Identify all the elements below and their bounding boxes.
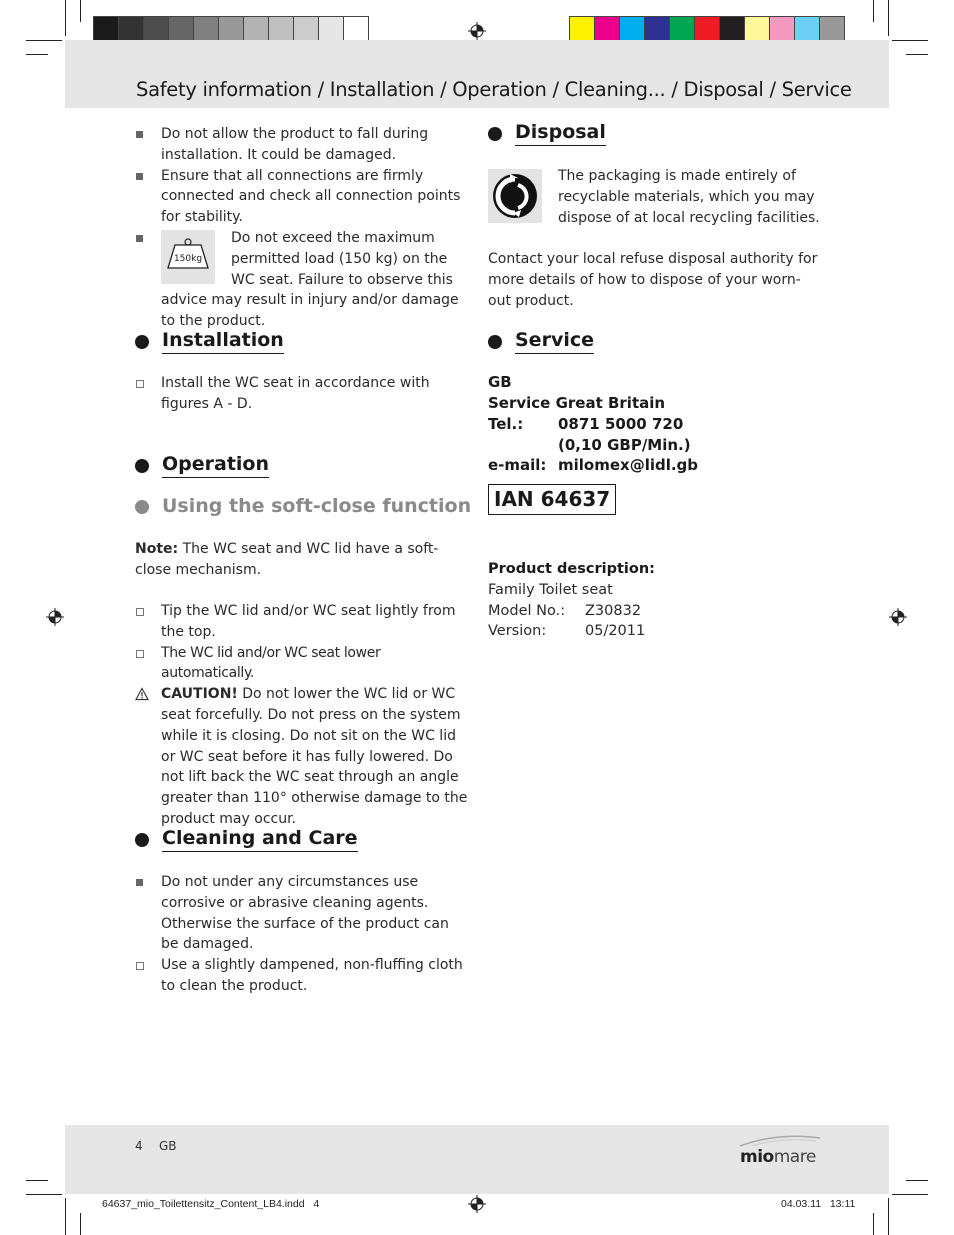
list-item: Do not allow the product to fall during installation. It could be damaged. [161,126,429,163]
model-value: Z30832 [585,603,642,619]
version-value: 05/2011 [585,623,646,639]
list-item: 150kg Do not exceed the maximum permitted load (150 kg) on the WC seat. Failure to observe this advice may result in injury and/or damage to the product. [161,229,459,330]
service-email-label: e-mail: [488,456,547,474]
crop-mark [80,1213,81,1235]
operation-heading: Operation [135,453,269,478]
service-tel-label: Tel.: [488,415,524,433]
crop-mark [906,1180,928,1181]
installation-list [135,373,469,415]
installation-heading: Installation [135,329,284,354]
service-tel-rate: (0,10 GBP/Min.) [558,436,691,454]
crop-mark [26,1180,48,1181]
weight-icon-label: 150kg [173,253,203,264]
service-heading: Service [488,329,594,354]
crop-mark [26,1194,62,1195]
logo-mare: mare [773,1147,816,1167]
list-item: Install the WC seat in accordance with figures A - D. [161,375,430,412]
slug-date: 04.03.11 13:11 [781,1198,856,1210]
logo-swoosh-icon [738,1134,822,1148]
page-title: Safety information / Installation / Operation / Cleaning... / Disposal / Service [136,78,852,101]
heading-bullet-icon [135,335,149,349]
logo-mio: mio [740,1147,774,1167]
page-number: 4 [135,1139,143,1153]
list-item: Do not under any circumstances use corrosive or abrasive cleaning agents. Otherwise the surface of the product can be damaged. [161,874,449,953]
ian-number: IAN 64637 [488,484,616,515]
soft-close-subheading: Using the soft-close function [135,495,471,519]
caution-item: CAUTION! Do not lower the WC lid or WC seat forcefully. Do not press on the system while it is closing. Do not sit on the WC lid or WC seat before it has fully lowered. Do not lift back the WC seat through an angle greater than 110° otherwise damage to the product may occur. [135,684,469,830]
crop-mark [888,1198,889,1235]
operation-list [135,601,469,830]
crop-mark [888,0,889,36]
list-item: Ensure that all connections are firmly connected and check all connection points for stability. [161,167,461,226]
service-email-value: milomex@lidl.gb [558,456,699,474]
crop-mark [26,40,62,41]
heading-bullet-icon [488,127,502,141]
crop-mark [892,1194,928,1195]
list-item: Tip the WC lid and/or WC seat lightly from the top. [161,603,456,640]
service-tel-value: 0871 5000 720 [558,415,684,433]
disposal-contact-text: Contact your local refuse disposal authority for more details of how to dispose of your worn-out product. [488,251,818,309]
service-country: GB [488,373,512,391]
disposal-heading: Disposal [488,121,606,146]
miomare-logo [738,1134,822,1168]
weight-icon [161,230,215,284]
crop-mark [26,54,48,55]
crop-mark [65,1198,66,1235]
crop-mark [892,40,928,41]
service-name: Service Great Britain [488,394,666,412]
green-dot-recycling-icon [488,169,542,223]
slug-filename: 64637_mio_Toilettensitz_Content_LB4.indd 4 [102,1198,320,1210]
version-label: Version: [488,623,547,639]
list-item: Use a slightly dampened, non-fluffing cloth to clean the product. [161,957,463,994]
crop-mark [873,1213,874,1235]
product-description-label: Product description: [488,561,655,577]
product-name: Family Toilet seat [488,582,613,598]
registration-mark-icon [46,608,64,626]
heading-bullet-icon [488,335,502,349]
cleaning-heading: Cleaning and Care [135,827,358,852]
registration-mark-icon [468,22,486,40]
crop-mark [65,0,66,36]
model-label: Model No.: [488,603,566,619]
crop-mark [873,0,874,22]
heading-bullet-icon [135,459,149,473]
registration-mark-icon [468,1195,486,1213]
warning-triangle-icon [135,687,149,701]
note-paragraph: Note: The WC seat and WC lid have a soft-close mechanism. [135,541,439,578]
cleaning-list [135,872,469,997]
packaging-text: The packaging is made entirely of recyclable materials, which you may dispose of at local recycling facilities. [558,168,820,226]
crop-mark [906,54,928,55]
heading-bullet-icon [135,833,149,847]
language-code: GB [159,1139,177,1153]
registration-mark-icon [889,608,907,626]
heading-bullet-icon [135,500,149,514]
crop-mark [80,0,81,22]
list-item: The WC lid and/or WC seat lower automatically. [161,644,381,682]
safety-list [135,124,469,332]
